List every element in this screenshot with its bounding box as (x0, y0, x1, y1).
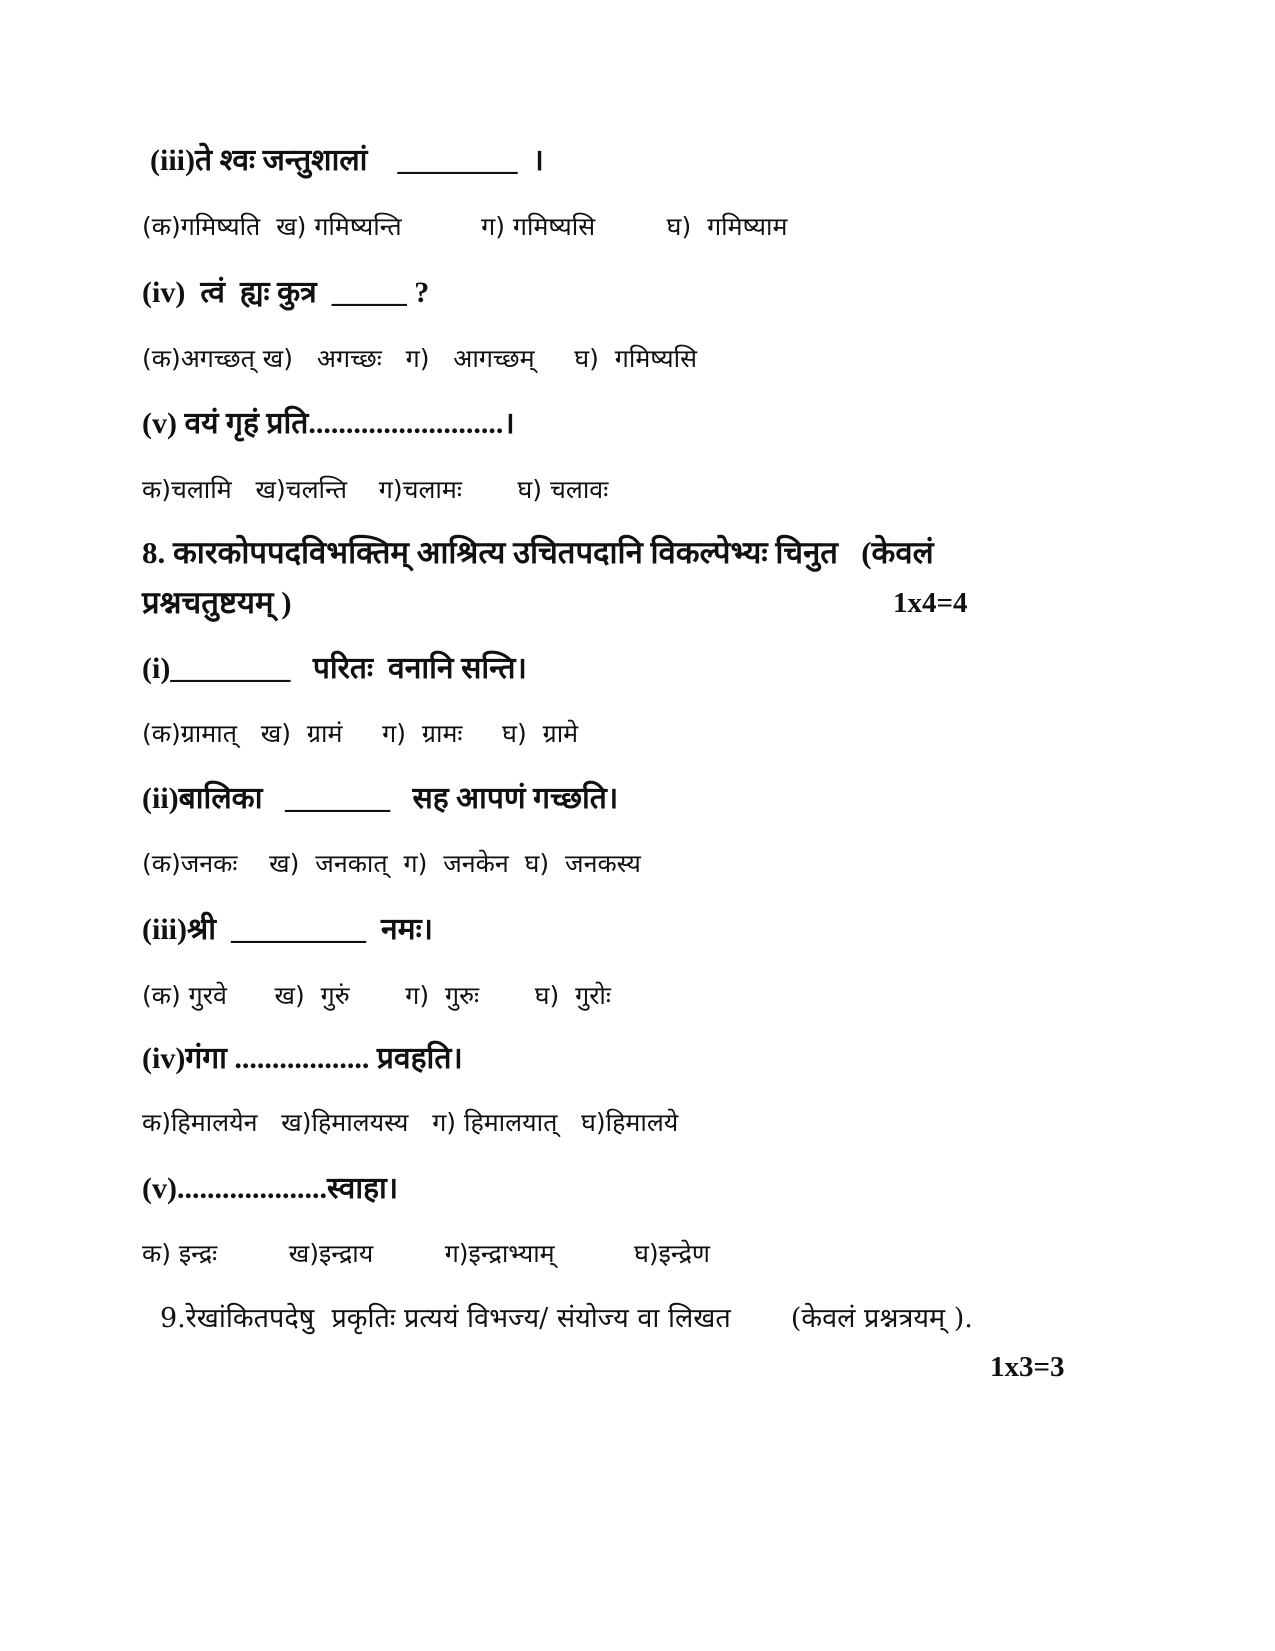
options-8-ii: (क)जनकः ख) जनकात् ग) जनकेन घ) जनकस्य (142, 849, 641, 878)
question-8-v: (v)....................स्वाहा। (142, 1172, 399, 1205)
options-iii-future: (क)गमिष्यति ख) गमिष्यन्ति ग) गमिष्यसि घ) गमिष्याम (142, 212, 788, 241)
question-8-i: (i)________ परितः वनानि सन्ति। (142, 652, 527, 685)
options-iv-past: (क)अगच्छत् ख) अगच्छः ग) आगच्छम् घ) गमिष्यसि (142, 344, 698, 373)
question-iii-future: (iii)ते श्वः जन्तुशालां ________ । (150, 144, 544, 177)
options-8-iii: (क) गुरवे ख) गुरुं ग) गुरुः घ) गुरोः (142, 981, 611, 1010)
question-8-ii: (ii)बालिका _______ सह आपणं गच्छति। (142, 782, 619, 815)
options-8-i: (क)ग्रामात् ख) ग्रामं ग) ग्रामः घ) ग्रामे (142, 719, 579, 748)
section-8-heading: 8. कारकोपपदविभक्तिम् आश्रित्य उचितपदानि विकल्पेभ्यः चिनुत (केवलं (142, 535, 934, 570)
options-v-home: क)चलामि ख)चलन्ति ग)चलामः घ) चलावः (142, 475, 609, 504)
section-9-heading: 9.रेखांकितपदेषु प्रकृतिः प्रत्ययं विभज्य/ संयोज्य वा लिखत (केवलं प्रश्नत्रयम् ). (160, 1303, 973, 1334)
options-8-v: क) इन्द्रः ख)इन्द्राय ग)इन्द्राभ्याम् घ)इन्द्रेण (142, 1239, 710, 1268)
section-9-marks: 1x3=3 (990, 1351, 1065, 1383)
options-8-iv: क)हिमालयेन ख)हिमालयस्य ग) हिमालयात् घ)हिमालये (142, 1108, 679, 1137)
section-8-marks: 1x4=4 (893, 587, 968, 619)
question-8-iii: (iii)श्री _________ नमः। (142, 913, 434, 946)
question-v-home: (v) वयं गृहं प्रति..........................। (142, 407, 515, 440)
question-8-iv: (iv)गंगा .................. प्रवहति। (142, 1042, 463, 1075)
section-8-heading-cont: प्रश्नचतुष्टयम् ) (142, 585, 292, 620)
question-iv-past: (iv) त्वं ह्यः कुत्र _____ ? (142, 276, 430, 309)
